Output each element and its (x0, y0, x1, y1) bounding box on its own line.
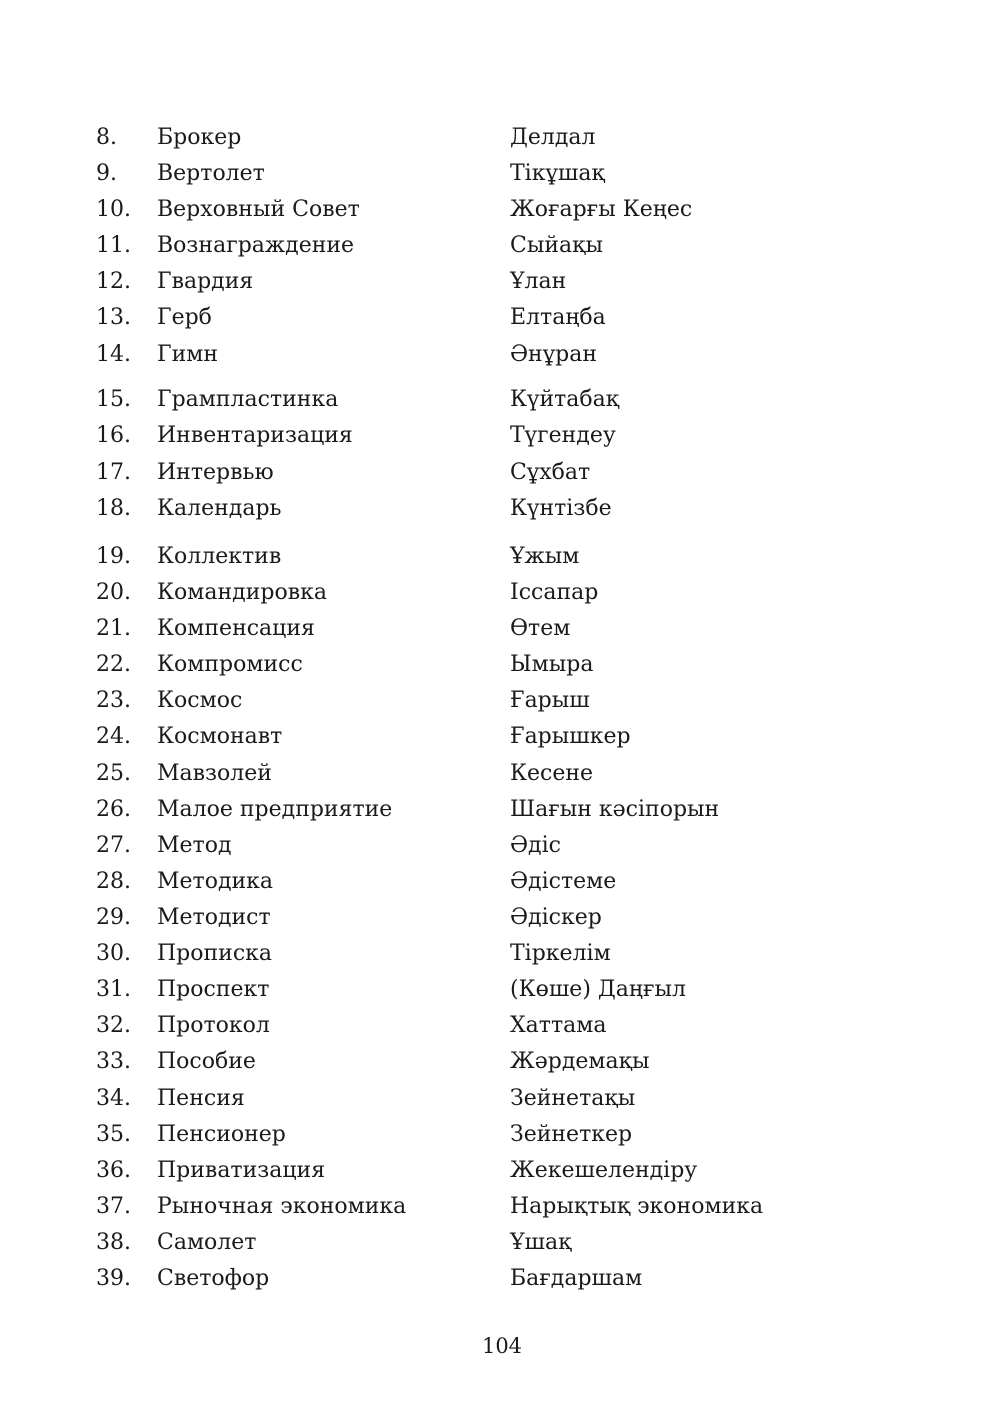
glossary-entry (0, 683, 1004, 719)
entry-number: 32. (96, 1013, 131, 1038)
entry-number: 13. (96, 305, 131, 330)
entry-number: 19. (96, 544, 131, 569)
russian-term: Гвардия (157, 269, 254, 294)
glossary-entry (0, 1225, 1004, 1261)
kazakh-term: Әдіскер (510, 905, 602, 930)
glossary-entry (0, 491, 1004, 527)
russian-term: Космос (157, 688, 243, 713)
glossary-entry (0, 864, 1004, 900)
russian-term: Грампластинка (157, 387, 339, 412)
kazakh-term: Кесене (510, 761, 594, 786)
russian-term: Интервью (157, 460, 274, 485)
russian-term: Командировка (157, 580, 327, 605)
kazakh-term: Жәрдемақы (510, 1049, 650, 1074)
entry-number: 20. (96, 580, 131, 605)
kazakh-term: Сыйақы (510, 233, 603, 258)
russian-term: Методист (157, 905, 271, 930)
kazakh-term: Жоғарғы Кеңес (510, 197, 693, 222)
russian-term: Пособие (157, 1049, 256, 1074)
russian-term: Вертолет (157, 161, 265, 186)
entry-number: 30. (96, 941, 131, 966)
russian-term: Коллектив (157, 544, 282, 569)
russian-term: Пенсионер (157, 1122, 286, 1147)
kazakh-term: Әдістеме (510, 869, 617, 894)
kazakh-term: Жекешелендіру (510, 1158, 698, 1183)
russian-term: Метод (157, 833, 232, 858)
glossary-entry (0, 611, 1004, 647)
glossary-entry (0, 337, 1004, 373)
glossary-entry (0, 418, 1004, 454)
entry-number: 8. (96, 125, 117, 150)
kazakh-term: Ұлан (510, 269, 567, 294)
kazakh-term: Сұхбат (510, 460, 591, 485)
glossary-entry (0, 539, 1004, 575)
russian-term: Протокол (157, 1013, 270, 1038)
glossary-entry (0, 1008, 1004, 1044)
kazakh-term: Әнұран (510, 342, 597, 367)
russian-term: Космонавт (157, 724, 283, 749)
russian-term: Самолет (157, 1230, 257, 1255)
russian-term: Брокер (157, 125, 242, 150)
kazakh-term: Түгендеу (510, 423, 616, 448)
glossary-entry (0, 455, 1004, 491)
glossary-entry (0, 264, 1004, 300)
glossary-entry (0, 575, 1004, 611)
kazakh-term: Тіркелім (510, 941, 611, 966)
glossary-entry (0, 756, 1004, 792)
entry-number: 25. (96, 761, 131, 786)
kazakh-term: Зейнеткер (510, 1122, 633, 1147)
glossary-entry (0, 300, 1004, 336)
entry-number: 38. (96, 1230, 131, 1255)
glossary-entry (0, 228, 1004, 264)
glossary-entry (0, 900, 1004, 936)
russian-term: Гимн (157, 342, 219, 367)
glossary-entry (0, 972, 1004, 1008)
entry-number: 39. (96, 1266, 131, 1291)
entry-number: 26. (96, 797, 131, 822)
russian-term: Вознаграждение (157, 233, 355, 258)
kazakh-term: Хаттама (510, 1013, 607, 1038)
page-number: 104 (481, 1334, 523, 1358)
entry-number: 37. (96, 1194, 131, 1219)
entry-number: 34. (96, 1086, 131, 1111)
russian-term: Рыночная экономика (157, 1194, 407, 1219)
entry-number: 27. (96, 833, 131, 858)
kazakh-term: Зейнетақы (510, 1086, 636, 1111)
russian-term: Проспект (157, 977, 270, 1002)
kazakh-term: Ұжым (510, 544, 580, 569)
russian-term: Компенсация (157, 616, 315, 641)
entry-number: 24. (96, 724, 131, 749)
entry-number: 16. (96, 423, 131, 448)
entry-number: 18. (96, 496, 131, 521)
russian-term: Мавзолей (157, 761, 272, 786)
russian-term: Приватизация (157, 1158, 326, 1183)
entry-number: 15. (96, 387, 131, 412)
glossary-entry (0, 192, 1004, 228)
glossary-entry (0, 1044, 1004, 1080)
kazakh-term: Тікұшақ (510, 161, 605, 186)
kazakh-term: Ымыра (510, 652, 594, 677)
kazakh-term: Нарықтық экономика (510, 1194, 764, 1219)
glossary-entry (0, 1117, 1004, 1153)
glossary-entry (0, 719, 1004, 755)
glossary-entry (0, 156, 1004, 192)
russian-term: Календарь (157, 496, 282, 521)
russian-term: Методика (157, 869, 274, 894)
kazakh-term: (Көше) Даңғыл (510, 977, 687, 1002)
glossary-entry (0, 792, 1004, 828)
entry-number: 35. (96, 1122, 131, 1147)
entry-number: 23. (96, 688, 131, 713)
entry-number: 12. (96, 269, 131, 294)
entry-number: 28. (96, 869, 131, 894)
glossary-entry (0, 1261, 1004, 1297)
entry-number: 10. (96, 197, 131, 222)
russian-term: Малое предприятие (157, 797, 393, 822)
entry-number: 17. (96, 460, 131, 485)
kazakh-term: Бағдаршам (510, 1266, 643, 1291)
entry-number: 14. (96, 342, 131, 367)
entry-number: 11. (96, 233, 131, 258)
kazakh-term: Күнтізбе (510, 496, 612, 521)
kazakh-term: Ғарыш (510, 688, 590, 713)
kazakh-term: Елтаңба (510, 305, 606, 330)
russian-term: Герб (157, 305, 212, 330)
glossary-entry (0, 828, 1004, 864)
entry-number: 21. (96, 616, 131, 641)
kazakh-term: Ұшақ (510, 1230, 572, 1255)
kazakh-term: Күйтабақ (510, 387, 620, 412)
russian-term: Инвентаризация (157, 423, 353, 448)
glossary-entry (0, 120, 1004, 156)
russian-term: Пенсия (157, 1086, 245, 1111)
russian-term: Компромисс (157, 652, 303, 677)
entry-number: 29. (96, 905, 131, 930)
entry-number: 36. (96, 1158, 131, 1183)
glossary-entry (0, 647, 1004, 683)
glossary-entry (0, 1153, 1004, 1189)
kazakh-term: Өтем (510, 616, 571, 641)
russian-term: Верховный Совет (157, 197, 360, 222)
entry-number: 22. (96, 652, 131, 677)
entry-number: 31. (96, 977, 131, 1002)
glossary-entry (0, 1189, 1004, 1225)
kazakh-term: Ғарышкер (510, 724, 631, 749)
russian-term: Прописка (157, 941, 273, 966)
entry-number: 33. (96, 1049, 131, 1074)
kazakh-term: Шағын кәсіпорын (510, 797, 720, 822)
glossary-entry (0, 936, 1004, 972)
kazakh-term: Делдал (510, 125, 596, 150)
kazakh-term: Әдіс (510, 833, 561, 858)
glossary-entry (0, 382, 1004, 418)
glossary-entry (0, 1081, 1004, 1117)
kazakh-term: Іссапар (510, 580, 599, 605)
russian-term: Светофор (157, 1266, 270, 1291)
entry-number: 9. (96, 161, 117, 186)
